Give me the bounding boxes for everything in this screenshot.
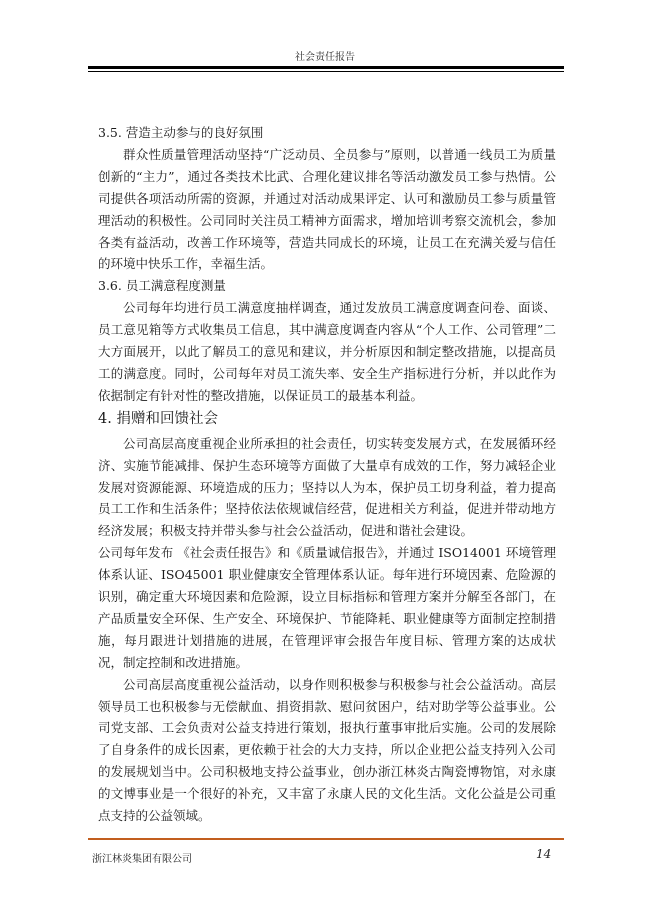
section-3-5-heading: 3.5. 营造主动参与的良好氛围: [98, 125, 264, 140]
page-number: 14: [536, 847, 552, 861]
header-rule-thin: [88, 71, 564, 72]
section-3-5-paragraph: 群众性质量管理活动坚持“广泛动员、全员参与”原则，以普通一线员工为质量创新的“主力”，通过各类技术比武、合理化建议排名等活动激发员工参与热情。公司提供各项活动所需的资源，并通过对活动成果评定、认可和激励员工参与质量管理活动的积极性。公司同时关注员工精神方面需求，增加培训考察交流机会，参加各类有益活动，改善工作环境等，营造共同成长的环境，让员工在充满关爱与信任的环境中快乐工作，幸福生活。: [98, 146, 556, 272]
section-3-6-paragraph: 公司每年均进行员工满意度抽样调查，通过发放员工满意度调查问卷、面谈、员工意见箱等方式收集员工信息，其中满意度调查内容从“个人工作、公司管理”二大方面展开，以此了解员工的意见和建议，并分析原因和制定整改措施，以提高员工的满意度。同时，公司每年对员工流失率、安全生产指标进行分析，并以此作为依据制定有针对性的整改措施，以保证员工的最基本利益。: [98, 300, 556, 403]
section-4-heading: 4. 捐赠和回馈社会: [98, 410, 218, 427]
section-4-paragraph-1: 公司高层高度重视企业所承担的社会责任，切实转变发展方式，在发展循环经济、实施节能减排、保护生态环境等方面做了大量卓有成效的工作，努力减轻企业发展对资源能源、环境造成的压力；坚持以人为本，保护员工切身利益，着力提高员工工作和生活条件；坚持依法依规诚信经营，促进相关方利益，促进并带动地方经济发展；积极支持并带头参与社会公益活动，促进和谐社会建设。: [98, 435, 556, 539]
section-4-paragraph-3: 公司高层高度重视公益活动，以身作则积极参与积极参与社会公益活动。高层领导员工也积极参与无偿献血、捐资捐款、慰问贫困户，结对助学等公益事业。公司党支部、工会负责对公益支持进行策划，报执行董事审批后实施。公司的发展除了自身条件的成长因素，更依赖于社会的大力支持，所以企业把公益支持列入公司的发展规划当中。公司积极地支持公益事业，创办浙江林炎古陶瓷博物馆，对永康的文博事业是一个很好的补充，又丰富了永康人民的文化生活。文化公益是公司重点支持的公益领域。: [98, 676, 556, 824]
page-header-title: 社会责任报告: [295, 52, 355, 63]
section-3-6-heading: 3.6. 员工满意程度测量: [98, 278, 226, 294]
section-4-paragraph-2: 公司每年发布 《社会责任报告》和《质量诚信报告》，并通过 ISO14001 环境管理体系认证、ISO45001 职业健康安全管理体系认证。每年进行环境因素、危险源的识别，确定重大环境因素和危险源，设立目标指标和管理方案并分解至各部门，在产品质量安全环保、生产安全、环境保护、节能降耗、职业健康等方面制定控制措施，每月跟进计划措施的进展，在管理评审会报告年度目标、管理方案的达成状况，制定控制和改进措施。: [98, 545, 556, 670]
footer-rule: [88, 838, 564, 840]
footer-company-name: 浙江林炎集团有限公司: [92, 854, 192, 865]
body-content: [98, 122, 556, 827]
header-rule-thick: [88, 66, 564, 69]
